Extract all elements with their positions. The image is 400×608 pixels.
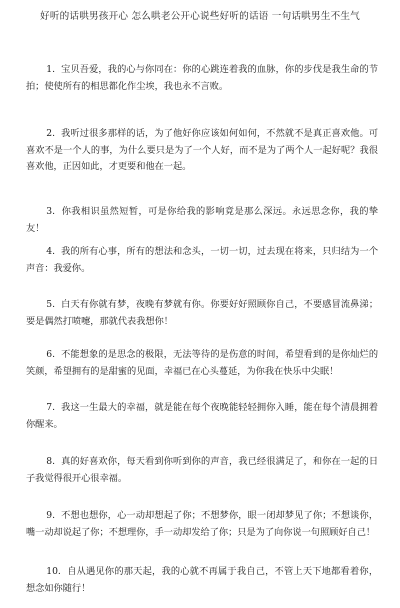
item-text: 我的所有心事，所有的想法和念头，一切一切，过去现在将来，只归结为一个声音：我爱你。 — [26, 246, 379, 274]
item-number: 10. — [46, 566, 61, 577]
item-text: 不想也想你，心一动却想起了你；不想梦你，眼一闭却梦见了你；不想谈你，嘴一动却说起了你；不想理你，手一动却发给了你；只是为了向你说一句照顾好自己！ — [26, 510, 379, 538]
list-item — [26, 508, 378, 541]
item-number: 9. — [46, 510, 56, 521]
list-item — [26, 564, 378, 597]
item-text: 我这一生最大的幸福，就是能在每个夜晚能轻轻拥你入睡，能在每个清晨拥着你醒来。 — [26, 402, 379, 430]
list-item — [26, 244, 378, 277]
item-text: 不能想象的是思念的极限，无法等待的是伤意的时间，希望看到的是你灿烂的笑颜，希望拥有的是甜蜜的见面，幸福已在心头蔓延，为你我在快乐中尖眠！ — [26, 349, 379, 377]
list-item — [26, 454, 378, 487]
item-text: 你我相识虽然短暂，可是你给我的影响竟是那么深远。永远思念你，我的挚友！ — [26, 206, 379, 234]
item-number: 8. — [46, 456, 56, 467]
document-title: 好听的话哄男孩开心 怎么哄老公开心说些好听的话语 一句话哄男生不生气 — [40, 11, 360, 22]
item-number: 2. — [46, 128, 56, 139]
item-text: 宝贝吾爱，我的心与你同在：你的心跳连着我的血脉，你的步伐是我生命的节拍；使使所有的相思都化作尘埃，我也永不言败。 — [26, 64, 379, 92]
list-item — [26, 297, 378, 330]
list-item — [26, 204, 378, 237]
item-number: 7. — [46, 402, 56, 413]
item-text: 真的好喜欢你，每天看到你听到你的声音，我已经很满足了，和你在一起的日子我觉得很开心很幸福。 — [26, 456, 379, 484]
item-number: 3. — [46, 206, 56, 217]
item-text: 白天有你就有梦，夜晚有梦就有你。你要好好照顾你自己，不要感冒流鼻涕；要是偶然打喷嚏，那就代表我想你！ — [26, 299, 379, 327]
item-number: 1. — [46, 64, 56, 75]
item-text: 自从遇见你的那天起，我的心就不再属于我自己，不管上天下地都看着你，想念如你随行！ — [26, 566, 379, 594]
list-item — [26, 347, 378, 380]
item-text: 我听过很多那样的话，为了他好你应该如何如何，不然就不是真正喜欢他。可喜欢不是一个人的事，为什么要只是为了一个人好，而不是为了两个人一起好呢？我很喜欢他，正因如此，才更要和他在一起。 — [26, 128, 379, 172]
list-item — [26, 126, 378, 176]
list-item — [26, 62, 378, 95]
list-item — [26, 400, 378, 433]
item-number: 6. — [46, 349, 56, 360]
item-number: 5. — [46, 299, 56, 310]
item-number: 4. — [46, 246, 56, 257]
